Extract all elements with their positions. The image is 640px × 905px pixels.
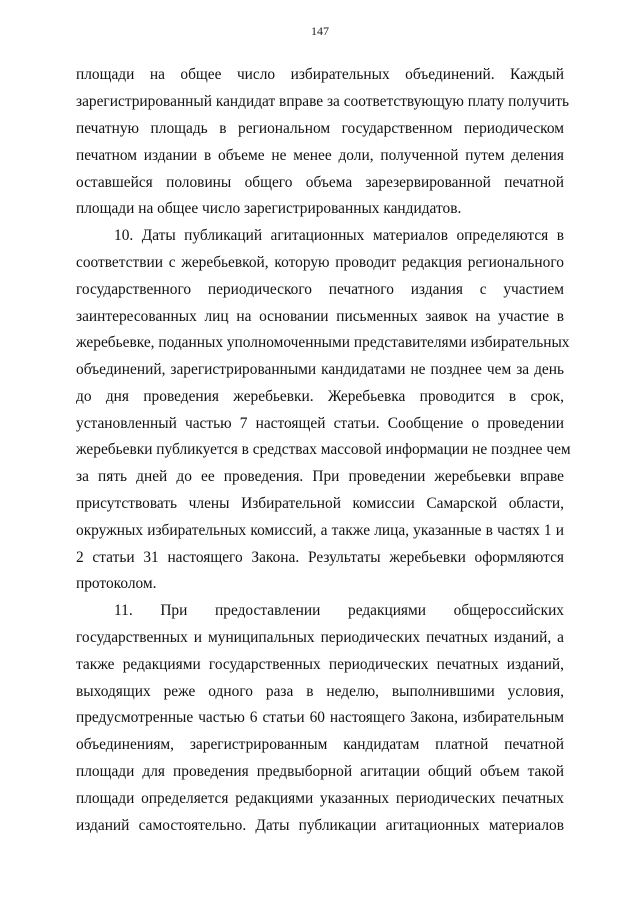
text-line: жеребьевке, поданных уполномоченными представителями избирательных [76,334,570,351]
text-line: печатную площадь в региональном государственном периодическом [76,120,564,137]
text-line: жеребьевки публикуется в средствах массовой информации не позднее чем [76,441,571,458]
text-line: заинтересованных лиц на основании письменных заявок на участие в [76,308,564,325]
text-line: протоколом. [76,575,157,592]
text-line: государственного периодического печатного издания с участием [76,281,564,298]
text-line: окружных избирательных комиссий, а также лица, указанные в частях 1 и [76,522,564,539]
text-line: за пять дней до ее проведения. При проведении жеребьевки вправе [76,468,564,485]
text-line: выходящих реже одного раза в неделю, выполнившими условия, [76,683,564,700]
text-line: также редакциями государственных периодических печатных изданий, [76,656,564,673]
text-line: объединений, зарегистрированными кандидатами не позднее чем за день [76,361,564,378]
page-number: 147 [311,24,329,38]
paragraph-10-start: 10. Даты публикаций агитационных материалов определяются в [114,227,564,244]
text-line: соответствии с жеребьевкой, которую проводит редакция регионального [76,254,564,271]
text-line: до дня проведения жеребьевки. Жеребьевка проводится в срок, [76,388,564,405]
text-line: площади определяется редакциями указанных периодических печатных [76,790,564,807]
text-line: печатном издании в объеме не менее доли, полученной путем деления [76,147,564,164]
text-line: присутствовать члены Избирательной комиссии Самарской области, [76,495,564,512]
text-line: зарегистрированный кандидат вправе за соответствующую плату получить [76,93,569,110]
text-line: 2 статьи 31 настоящего Закона. Результаты жеребьевки оформляются [76,549,564,566]
text-line: установленный частью 7 настоящей статьи. Сообщение о проведении [76,415,564,432]
text-line: предусмотренные частью 6 статьи 60 настоящего Закона, избирательным [76,709,564,726]
text-line: оставшейся половины общего объема зарезервированной печатной [76,174,564,191]
text-line: объединениям, зарегистрированным кандидатам платной печатной [76,736,564,753]
text-line: площади для проведения предвыборной агитации общий объем такой [76,763,564,780]
paragraph-11-start: 11. При предоставлении редакциями общероссийских [114,602,564,619]
text-line: изданий самостоятельно. Даты публикации агитационных материалов [76,817,564,834]
text-line: площади на общее число избирательных объединений. Каждый [76,66,564,83]
text-line: государственных и муниципальных периодических печатных изданий, а [76,629,564,646]
text-line: площади на общее число зарегистрированных кандидатов. [76,200,462,217]
